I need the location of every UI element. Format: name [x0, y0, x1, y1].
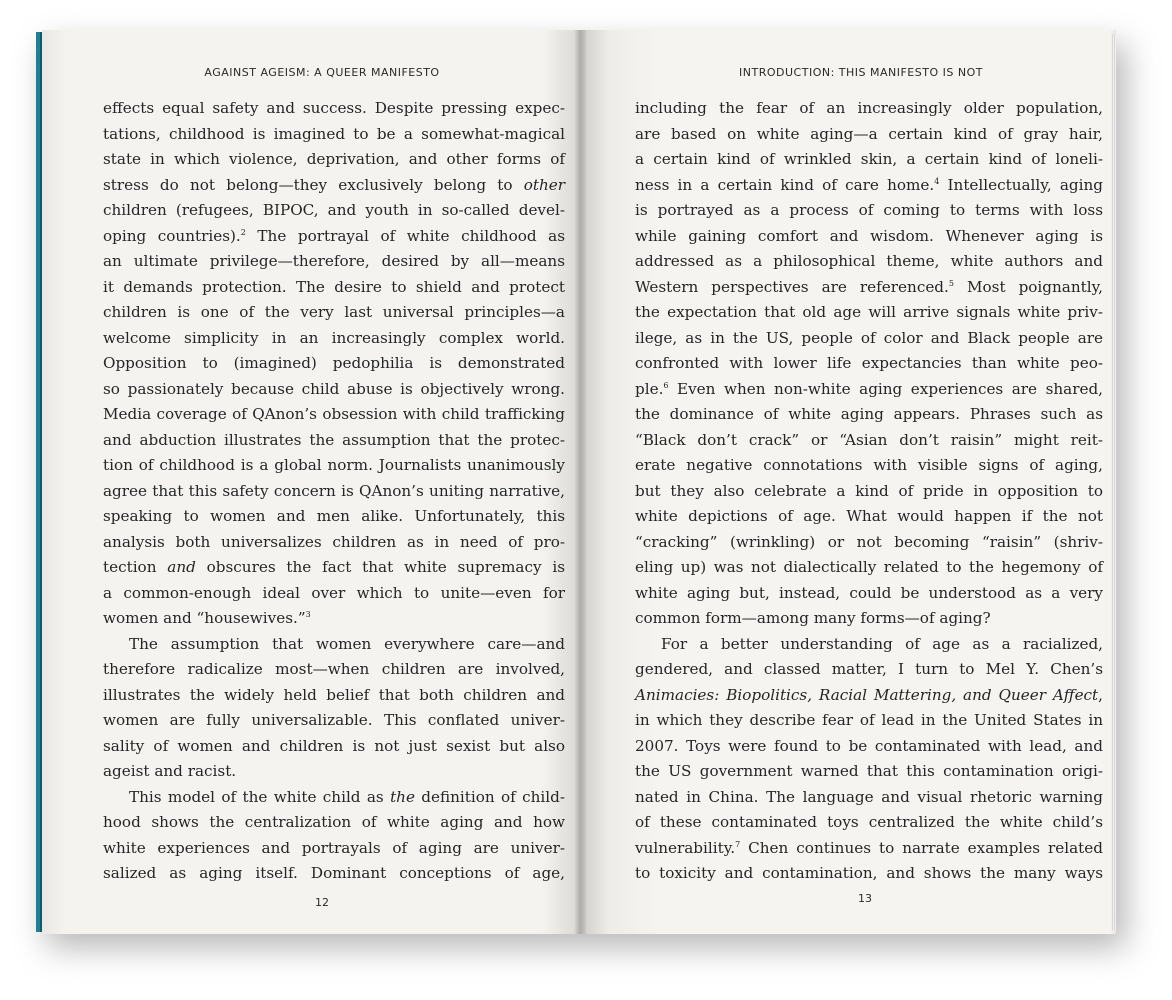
text-line: nated in China. The language and visual rhetoric warning [635, 787, 1103, 806]
text-line: vulnerability.$^7$ Chen continues to narrate examples related [635, 838, 1103, 857]
text-line: agree that this safety concern is QAnon’s uniting narrative, [103, 481, 565, 500]
text-line: are based on white aging—a certain kind of gray hair, [635, 124, 1103, 143]
text-line: and abduction illustrates the assumption that the protec- [103, 430, 565, 449]
book-gutter [574, 30, 586, 934]
text-line: tection and obscures the fact that white supremacy is [103, 558, 566, 576]
text-line: addressed as a philosophical theme, white authors and [635, 252, 1103, 270]
left-page-text [103, 96, 565, 887]
text-line: therefore radicalize most—when children are involved, [103, 660, 565, 678]
text-line: the dominance of white aging appears. Phrases such as [635, 405, 1103, 423]
text-line: gendered, and classed matter, I turn to Mel Y. Chen’s [635, 660, 1103, 678]
text-line: The assumption that women everywhere care—and [129, 634, 565, 653]
text-line: sality of women and children is not just sexist but also [103, 736, 565, 755]
text-line: ilege, as in the US, people of color and Black people are [635, 328, 1103, 347]
footnote-marker: 3 [305, 610, 311, 619]
text-line: For a better understanding of age as a racialized, [661, 634, 1103, 653]
text-line: ple.$^6$ Even when non-white aging experiences are shared, [635, 379, 1103, 398]
text-line: is portrayed as a process of coming to terms with loss [635, 201, 1103, 219]
text-line: of these contaminated toys centralized the white child’s [635, 813, 1103, 831]
text-line: ness in a certain kind of care home.$^4$ Intellectually, aging [635, 175, 1103, 194]
text-line: salized as aging itself. Dominant conceptions of age, [103, 864, 565, 882]
text-line: speaking to women and men alike. Unfortunately, this [103, 507, 565, 525]
text-line: Animacies: Biopolitics, Racial Mattering, and Queer Affect, [635, 685, 1103, 704]
text-line: effects equal safety and success. Despite pressing expec- [103, 99, 565, 117]
text-line: including the fear of an increasingly older population, [635, 99, 1103, 117]
text-line: an ultimate privilege—therefore, desired by all—means [103, 252, 565, 270]
text-line: “Black don’t crack” or “Asian don’t raisin” might reit- [635, 430, 1103, 449]
text-line: children is one of the very last universal principles—a [103, 303, 565, 321]
text-line: “cracking” (wrinkling) or not becoming “raisin” (shriv- [635, 532, 1103, 551]
text-line: tion of childhood is a global norm. Journalists unanimously [103, 456, 565, 474]
text-line: the expectation that old age will arrive signals white priv- [635, 303, 1103, 321]
text-line: ageist and racist. [103, 762, 237, 780]
text-line: white experiences and portrayals of aging are univer- [103, 838, 565, 857]
text-line: Opposition to (imagined) pedophilia is demonstrated [103, 354, 565, 372]
text-line: the US government warned that this contamination origi- [635, 762, 1103, 780]
text-line: women and “housewives.”$^3$ [103, 609, 311, 627]
right-page [580, 30, 1116, 934]
text-line: it demands protection. The desire to shield and protect [103, 277, 565, 296]
text-line: common form—among many forms—of aging? [635, 609, 991, 627]
footnote-marker: 4 [934, 176, 940, 186]
text-line: Western perspectives are referenced.$^5$ Most poignantly, [635, 277, 1103, 296]
text-line: children (refugees, BIPOC, and youth in so-called devel- [103, 201, 565, 219]
footnote-marker: 6 [663, 380, 669, 390]
footnote-marker: 5 [948, 278, 954, 288]
running-head-right: INTRODUCTION: THIS MANIFESTO IS NOT [739, 66, 983, 79]
footnote-marker: 2 [240, 227, 246, 237]
text-line: white depictions of age. What would happen if the not [635, 507, 1103, 525]
text-line: in which they describe fear of lead in the United States in [635, 711, 1103, 729]
text-line: tations, childhood is imagined to be a somewhat-magical [103, 124, 565, 143]
text-line: confronted with lower life expectancies than white peo- [635, 354, 1103, 372]
text-line: a certain kind of wrinkled skin, a certain kind of loneli- [635, 150, 1103, 168]
left-page [42, 30, 580, 934]
text-line: a common-enough ideal over which to unite—even for [103, 583, 565, 602]
text-line: but they also celebrate a kind of pride in opposition to [635, 481, 1103, 500]
right-page-text [635, 96, 1103, 887]
text-line: analysis both universalizes children as in need of pro- [103, 532, 565, 551]
text-line: 2007. Toys were found to be contaminated with lead, and [635, 736, 1103, 755]
text-line: welcome simplicity in an increasingly complex world. [103, 328, 565, 347]
page-number-left: 12 [315, 896, 329, 909]
running-head-left: AGAINST AGEISM: A QUEER MANIFESTO [204, 66, 440, 79]
open-book [36, 30, 1116, 934]
text-line: to toxicity and contamination, and shows the many ways [635, 864, 1103, 882]
footnote-marker: 7 [735, 839, 741, 849]
text-line: eling up) was not dialectically related to the hegemony of [635, 558, 1103, 576]
page-number-right: 13 [858, 892, 872, 905]
text-line: women are fully universalizable. This conflated univer- [103, 711, 565, 729]
text-line: oping countries).$^2$ The portrayal of white childhood as [103, 226, 565, 245]
text-line: illustrates the widely held belief that both children and [103, 685, 565, 704]
text-line: hood shows the centralization of white aging and how [103, 813, 565, 831]
text-line: white aging but, instead, could be understood as a very [635, 583, 1103, 602]
text-line: state in which violence, deprivation, and other forms of [103, 150, 565, 168]
text-line: Media coverage of QAnon’s obsession with child trafficking [103, 405, 565, 423]
text-line: stress do not belong—they exclusively belong to other [103, 175, 565, 194]
text-line: This model of the white child as the definition of child- [129, 787, 565, 806]
text-line: while gaining comfort and wisdom. Whenever aging is [635, 226, 1103, 245]
text-line: so passionately because child abuse is objectively wrong. [103, 379, 565, 398]
text-line: erate negative connotations with visible signs of aging, [635, 456, 1103, 474]
